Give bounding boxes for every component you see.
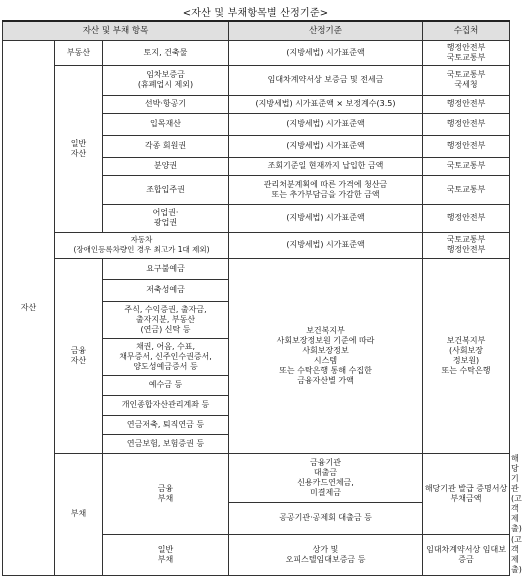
table-cell-agency: 국토교통부 국세청 (423, 65, 510, 95)
table-cell-criteria: (지방세법) 시가표준액 (229, 135, 423, 157)
table-cell-item: 연금저축, 퇴직연금 등 (103, 415, 229, 434)
table-cell-criteria: 관리처분계획에 따른 가격에 청산금 또는 추가부담금을 가감한 금액 (229, 175, 423, 204)
table-cell-item: 저축성예금 (103, 279, 229, 301)
general-liabilities-label: 일반 부채 (103, 534, 229, 575)
liabilities-label: 부채 (55, 453, 103, 575)
financial-assets-agency: 보건복지부 (사회보장 정보원) 또는 수탁은행 (423, 258, 510, 453)
general-assets-label: 일반 자산 (55, 65, 103, 232)
table-cell-agency: 행정안전부 국토교통부 (423, 40, 510, 65)
table-cell-item: 요구불예금 (103, 258, 229, 279)
table-cell-item: 연금보험, 보험증권 등 (103, 434, 229, 453)
table-cell-item: 어업권· 광업권 (103, 204, 229, 232)
table-cell-agency: 국토교통부 (423, 175, 510, 204)
table-cell-agency: 행정안전부 (423, 204, 510, 232)
table-cell-item: 분양권 (103, 157, 229, 175)
table-cell-item: 각종 회원권 (103, 135, 229, 157)
table-cell-item: 개인종합자산관리계좌 등 (103, 395, 229, 415)
asset-criteria-table: 자산 및 부채 항목 산정기준 수집처 자산 부동산 토지, 건축물 (지방세법) 시가표준액 행정안전부 국토교통부 일반 자산 임차보증금 (휴폐업시 제외) 임대차계약서상 보증금 및 전세금 국토교통부 국세청 선박·항공기 (지방세법) 시가표준액 × 보정계수(3.5) 행정안전부 입목재산 (지방세법) 시가표준액 행정안전부 각종 회원권 (지방세법) 시가표준액 행정안전부 분양권 조회기준일 현재까지 납입한 금액 국토교통부 조합입주권 관리처분계획에 따른 가격에 청산금 또는 추가부담금을 가감한 금액 국토교통부 어업권· 광업권 (지방세법) 시가표준액 행정안전부 자동차 (장애인등록차량인 경우 최고가 1대 제외) (지방세법) 시가표준액 국토교통부 행정안전부 금융 자산 요구불예금 보건복지부 사회보장정보원 기준에 따라 사회보장정보 시스템 또는 수탁은행 통해 수집한 금융자산별 가액 보건복지부 (사회보장 정보원) 또는 수탁은행 저축성예금 주식, 수익증권, 출자금, 출자지분, 부동산 (연금) 신탁 등 채권, 어음, 수표, 채무증서, 신주인수권증서, 양도성예금증서 등 예수금 등 개인종합자산관리계좌 등 연금저축, 퇴직연금 등 연금보험, 보험증권 등 부채 금융 부채 금융기관 대출금 신용카드연체금, 미결제금 해당기관 발급 증명서상 부채금액 해당기관 (고객 제출) 공공기관·공제회 대출금 등 일반 부채 상가 및 오피스텔임대보증금 등 임대차계약서상 임대보증금 (고객 제출) (2, 20, 510, 576)
page-title: <자산 및 부채항목별 산정기준> (182, 8, 329, 19)
table-cell-criteria: 임대차계약서상 보증금 및 전세금 (229, 65, 423, 95)
table-cell-item: 상가 및 오피스텔임대보증금 등 (229, 534, 423, 575)
table-cell-agency: 국토교통부 행정안전부 (423, 232, 510, 258)
header-agency: 수집처 (423, 21, 510, 40)
table-cell-item: 입목재산 (103, 113, 229, 135)
table-cell-criteria: 임대차계약서상 임대보증금 (423, 534, 510, 575)
table-cell-item: 예수금 등 (103, 375, 229, 395)
table-cell-agency: 국토교통부 (423, 157, 510, 175)
table-cell-criteria: (지방세법) 시가표준액 (229, 113, 423, 135)
table-cell-criteria: (지방세법) 시가표준액 (229, 204, 423, 232)
table-cell-agency: 행정안전부 (423, 113, 510, 135)
real-estate-label: 부동산 (55, 40, 103, 65)
table-cell-criteria: (지방세법) 시가표준액 × 보정계수(3.5) (229, 95, 423, 113)
table-cell-item: 주식, 수익증권, 출자금, 출자지분, 부동산 (연금) 신탁 등 (103, 301, 229, 338)
table-cell-agency: 행정안전부 (423, 95, 510, 113)
table-cell-item: 금융기관 대출금 신용카드연체금, 미결제금 (229, 453, 423, 503)
table-cell-criteria: (지방세법) 시가표준액 (229, 40, 423, 65)
header-item: 자산 및 부채 항목 (3, 21, 229, 40)
table-cell-item: 채권, 어음, 수표, 채무증서, 신주인수권증서, 양도성예금증서 등 (103, 338, 229, 375)
table-cell-item: 조합입주권 (103, 175, 229, 204)
assets-label: 자산 (3, 40, 55, 575)
financial-assets-criteria: 보건복지부 사회보장정보원 기준에 따라 사회보장정보 시스템 또는 수탁은행 통해 수집한 금융자산별 가액 (229, 258, 423, 453)
table-cell-item: 토지, 건축물 (103, 40, 229, 65)
table-cell-criteria: 조회기준일 현재까지 납입한 금액 (229, 157, 423, 175)
financial-liabilities-label: 금융 부채 (103, 453, 229, 534)
table-cell-criteria: (지방세법) 시가표준액 (229, 232, 423, 258)
financial-assets-label: 금융 자산 (55, 258, 103, 453)
table-cell-item: 공공기관·공제회 대출금 등 (229, 503, 423, 534)
table-cell-item: 선박·항공기 (103, 95, 229, 113)
table-cell-item: 임차보증금 (휴폐업시 제외) (103, 65, 229, 95)
table-cell-agency: 행정안전부 (423, 135, 510, 157)
header-criteria: 산정기준 (229, 21, 423, 40)
vehicle-item: 자동차 (장애인등록차량인 경우 최고가 1대 제외) (55, 232, 229, 258)
financial-liabilities-criteria: 해당기관 발급 증명서상 부채금액 (423, 453, 510, 534)
